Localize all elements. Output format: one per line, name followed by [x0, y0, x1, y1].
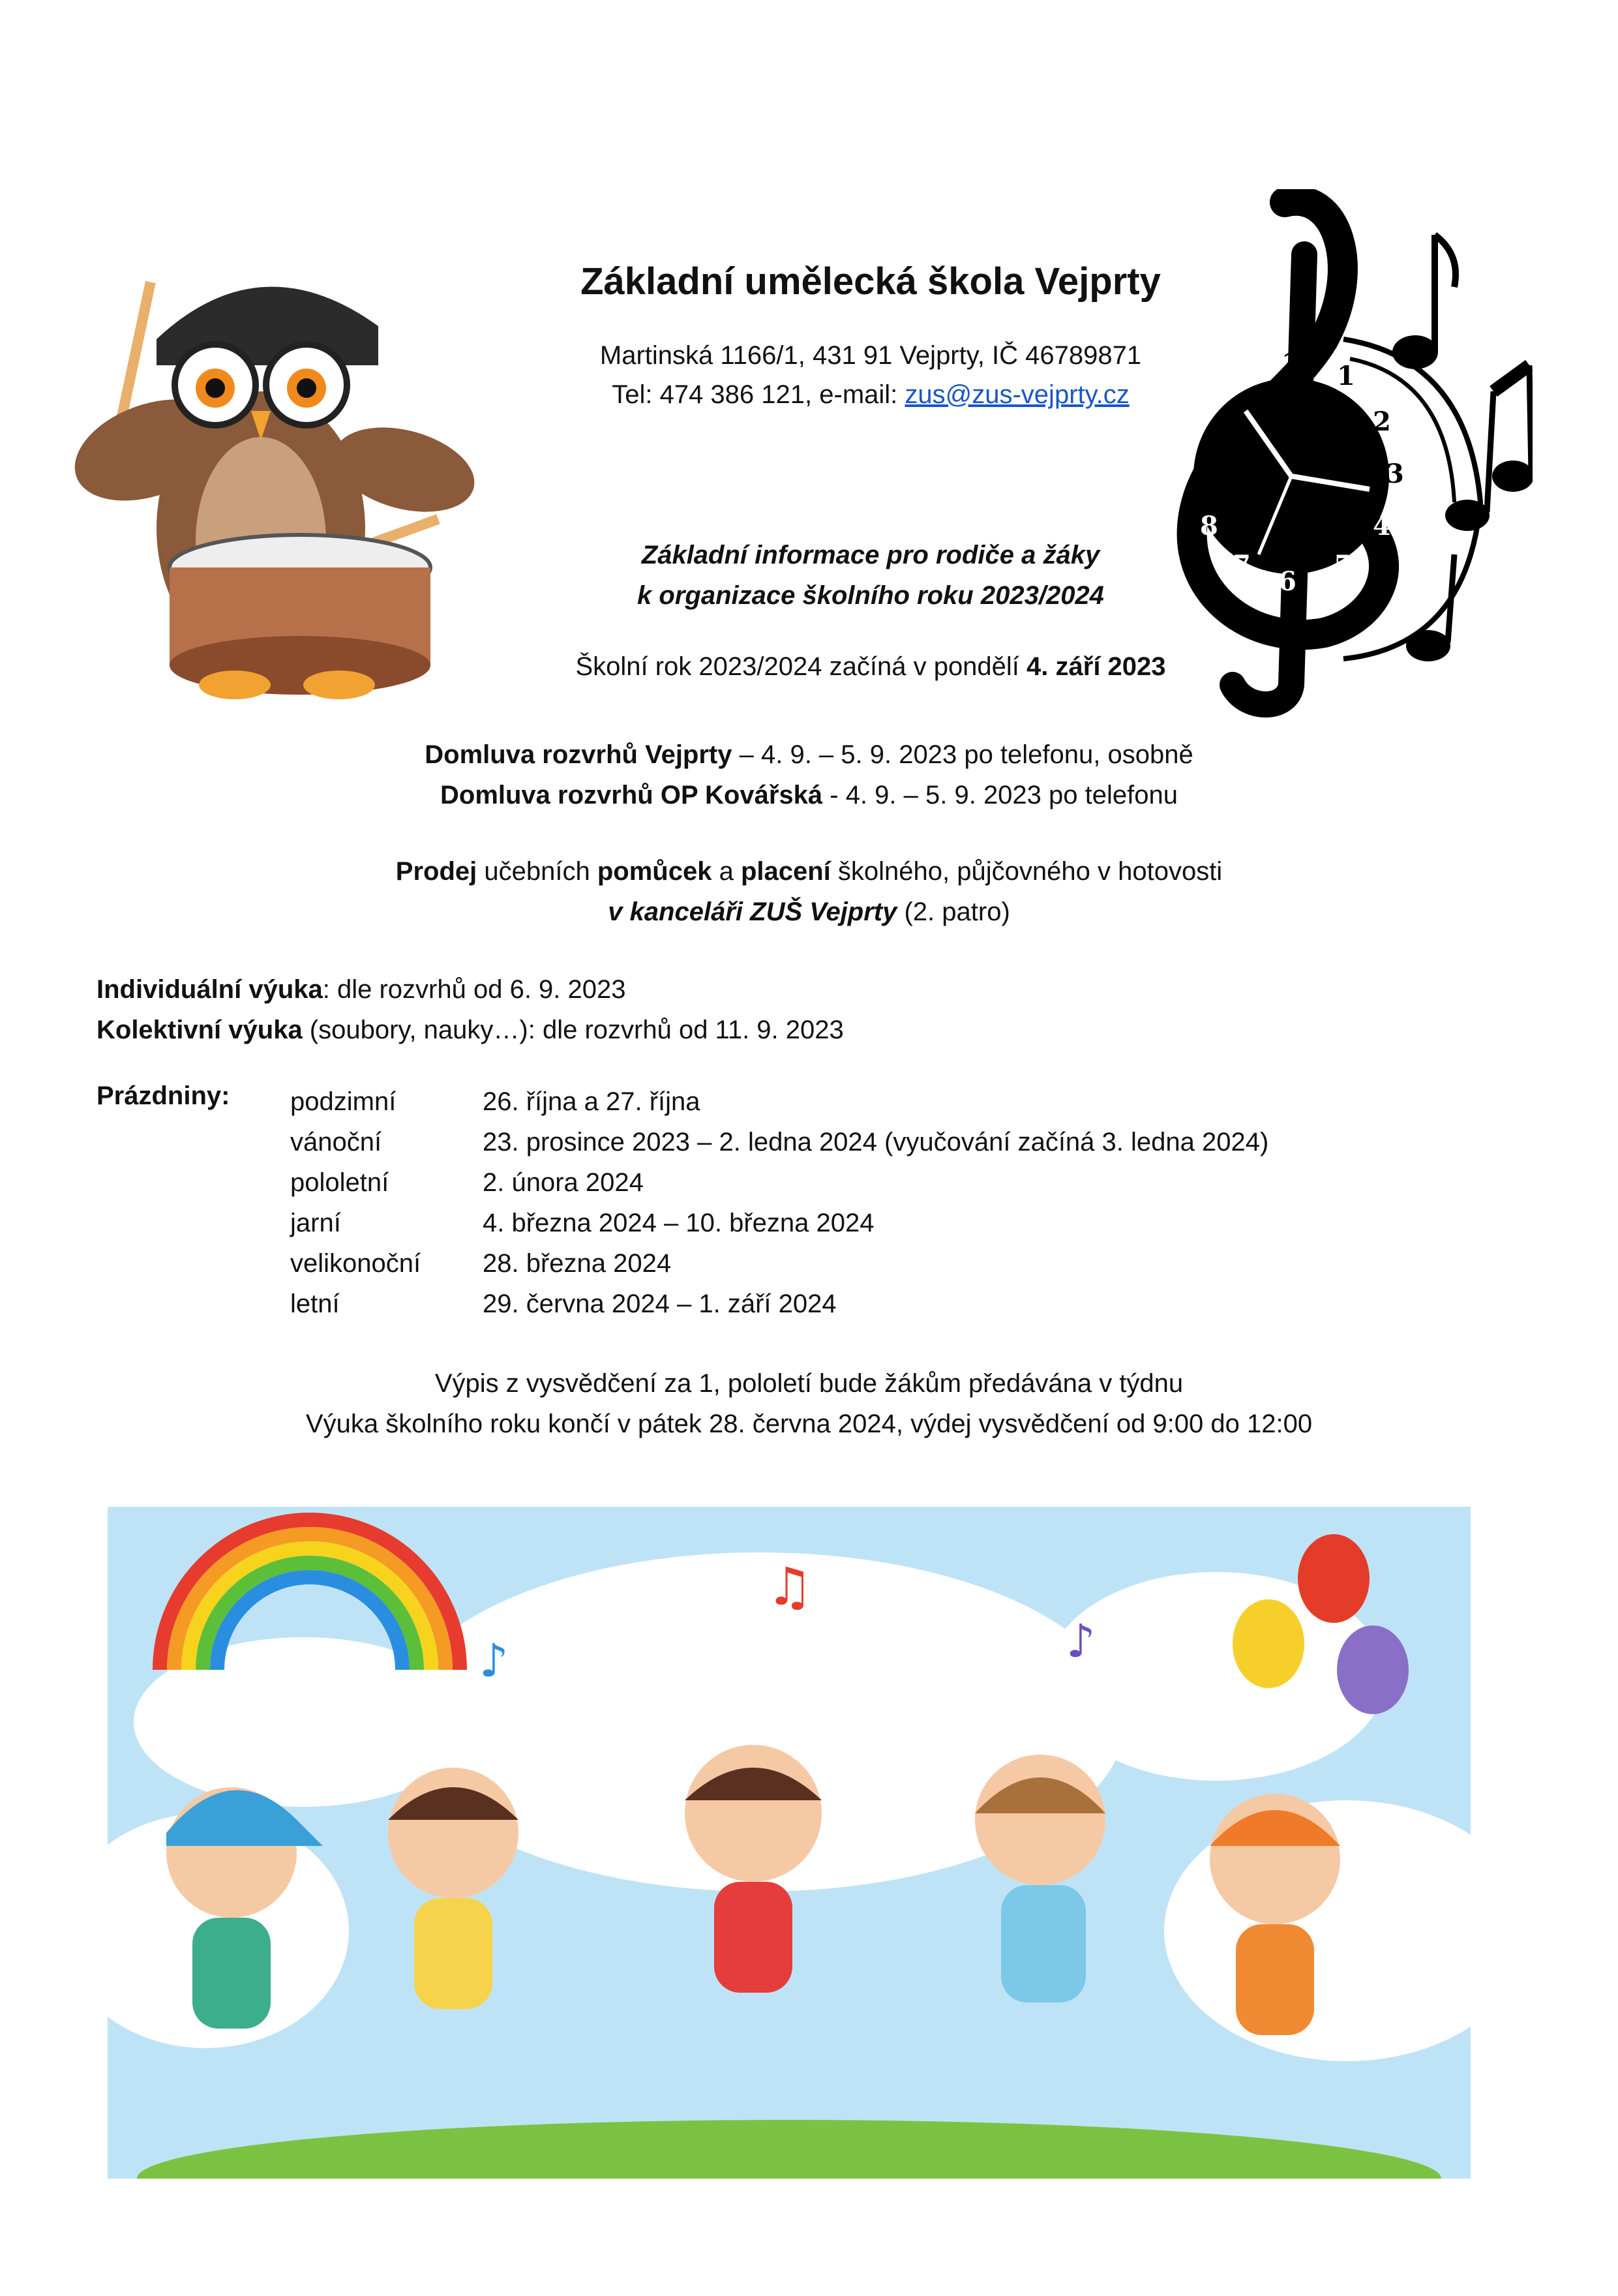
email-link[interactable]: zus@zus-vejprty.cz	[905, 380, 1130, 409]
individual-text: : dle rozvrhů od 6. 9. 2023	[322, 975, 626, 1004]
holiday-date: 26. října a 27. října	[483, 1087, 700, 1116]
owl-drummer-illustration	[39, 215, 496, 711]
sales-office	[0, 892, 1618, 932]
intro-line-2: k organizace školního roku 2023/2024	[637, 581, 1104, 610]
schedule-vejprty-text: – 4. 9. – 5. 9. 2023 po telefonu, osobně	[732, 740, 1193, 769]
clock-number: 1	[1337, 361, 1355, 391]
sales-word: pomůcek	[597, 857, 712, 886]
schedule-vejprty-label: Domluva rozvrhů Vejprty	[425, 740, 732, 769]
clock-number: 9	[1167, 459, 1186, 489]
holiday-name: letní	[290, 1290, 340, 1318]
individual-lessons	[97, 969, 626, 1010]
clock-number: 8	[1200, 511, 1218, 541]
intro-line-1: Základní informace pro rodiče a žáky	[641, 541, 1100, 569]
holiday-date: 28. března 2024	[483, 1249, 672, 1278]
sales-word: učebních	[477, 857, 597, 886]
schedule-kovarska-text: - 4. 9. – 5. 9. 2023 po telefonu	[822, 781, 1178, 809]
holiday-date: 29. června 2024 – 1. září 2024	[483, 1290, 837, 1318]
intro-heading	[496, 535, 1246, 616]
clock-number: 10	[1167, 406, 1204, 437]
school-address: Martinská 1166/1, 431 91 Vejprty, IČ 46789871	[599, 341, 1142, 370]
holiday-name: podzimní	[290, 1087, 397, 1116]
svg-text:♪: ♪	[479, 1634, 509, 1687]
holiday-date: 4. března 2024 – 10. března 2024	[483, 1209, 875, 1237]
svg-text:♪: ♪	[1066, 1614, 1096, 1668]
schedule-kovarska-label: Domluva rozvrhů OP Kovářská	[440, 781, 823, 809]
clock-number: 11	[1216, 361, 1253, 391]
holiday-name: velikonoční	[290, 1249, 421, 1278]
office-name: v kanceláři ZUŠ Vejprty	[608, 898, 897, 926]
schedule-vejprty	[0, 734, 1618, 775]
clock-number: 4	[1373, 511, 1391, 541]
clock-number: 7	[1233, 550, 1251, 581]
collective-lessons	[97, 1010, 844, 1050]
sales-word: Prodej	[395, 857, 477, 886]
sales-word: placení	[740, 857, 831, 886]
jumping-kids-illustration	[108, 1507, 1471, 2179]
report-card-note: Výpis z vysvědčení za 1, pololetí bude žákům předávána v týdnu	[434, 1369, 1184, 1398]
holiday-date: 2. února 2024	[483, 1168, 644, 1197]
svg-text:♫: ♫	[766, 1556, 813, 1617]
schedule-kovarska	[0, 775, 1618, 815]
school-year-start	[496, 652, 1246, 682]
holiday-date: 23. prosince 2023 – 2. ledna 2024 (vyučování začíná 3. ledna 2024)	[483, 1128, 1269, 1156]
holiday-name: pololetní	[290, 1168, 389, 1197]
school-year-end-note: Výuka školního roku končí v pátek 28. června 2024, výdej vysvědčení od 9:00 do 12:00	[305, 1410, 1313, 1438]
start-text: Školní rok 2023/2024 začíná v pondělí	[575, 652, 1027, 681]
sales-word: a	[712, 857, 741, 886]
clock-number: 12	[1281, 348, 1318, 378]
clock-number: 5	[1334, 550, 1352, 581]
clock-number: 6	[1278, 566, 1296, 597]
school-title: Základní umělecká škola Vejprty	[580, 260, 1161, 303]
school-phone-email-line	[496, 375, 1246, 414]
clock-number: 2	[1373, 406, 1391, 437]
collective-label: Kolektivní výuka	[97, 1016, 303, 1044]
sales-word: školného, půjčovného v hotovosti	[830, 857, 1223, 886]
holiday-name: vánoční	[290, 1128, 382, 1156]
collective-text: (soubory, nauky…): dle rozvrhů od 11. 9. 2023	[302, 1016, 844, 1044]
individual-label: Individuální výuka	[97, 975, 323, 1004]
phone-text: Tel: 474 386 121, e-mail:	[612, 380, 905, 409]
school-contact	[496, 336, 1246, 414]
office-floor: (2. patro)	[897, 898, 1010, 926]
clock-number: 3	[1386, 459, 1404, 489]
sales-info	[0, 851, 1618, 892]
start-date: 4. září 2023	[1026, 652, 1166, 681]
holiday-name: jarní	[290, 1209, 341, 1237]
holidays-label: Prázdniny:	[97, 1081, 230, 1110]
